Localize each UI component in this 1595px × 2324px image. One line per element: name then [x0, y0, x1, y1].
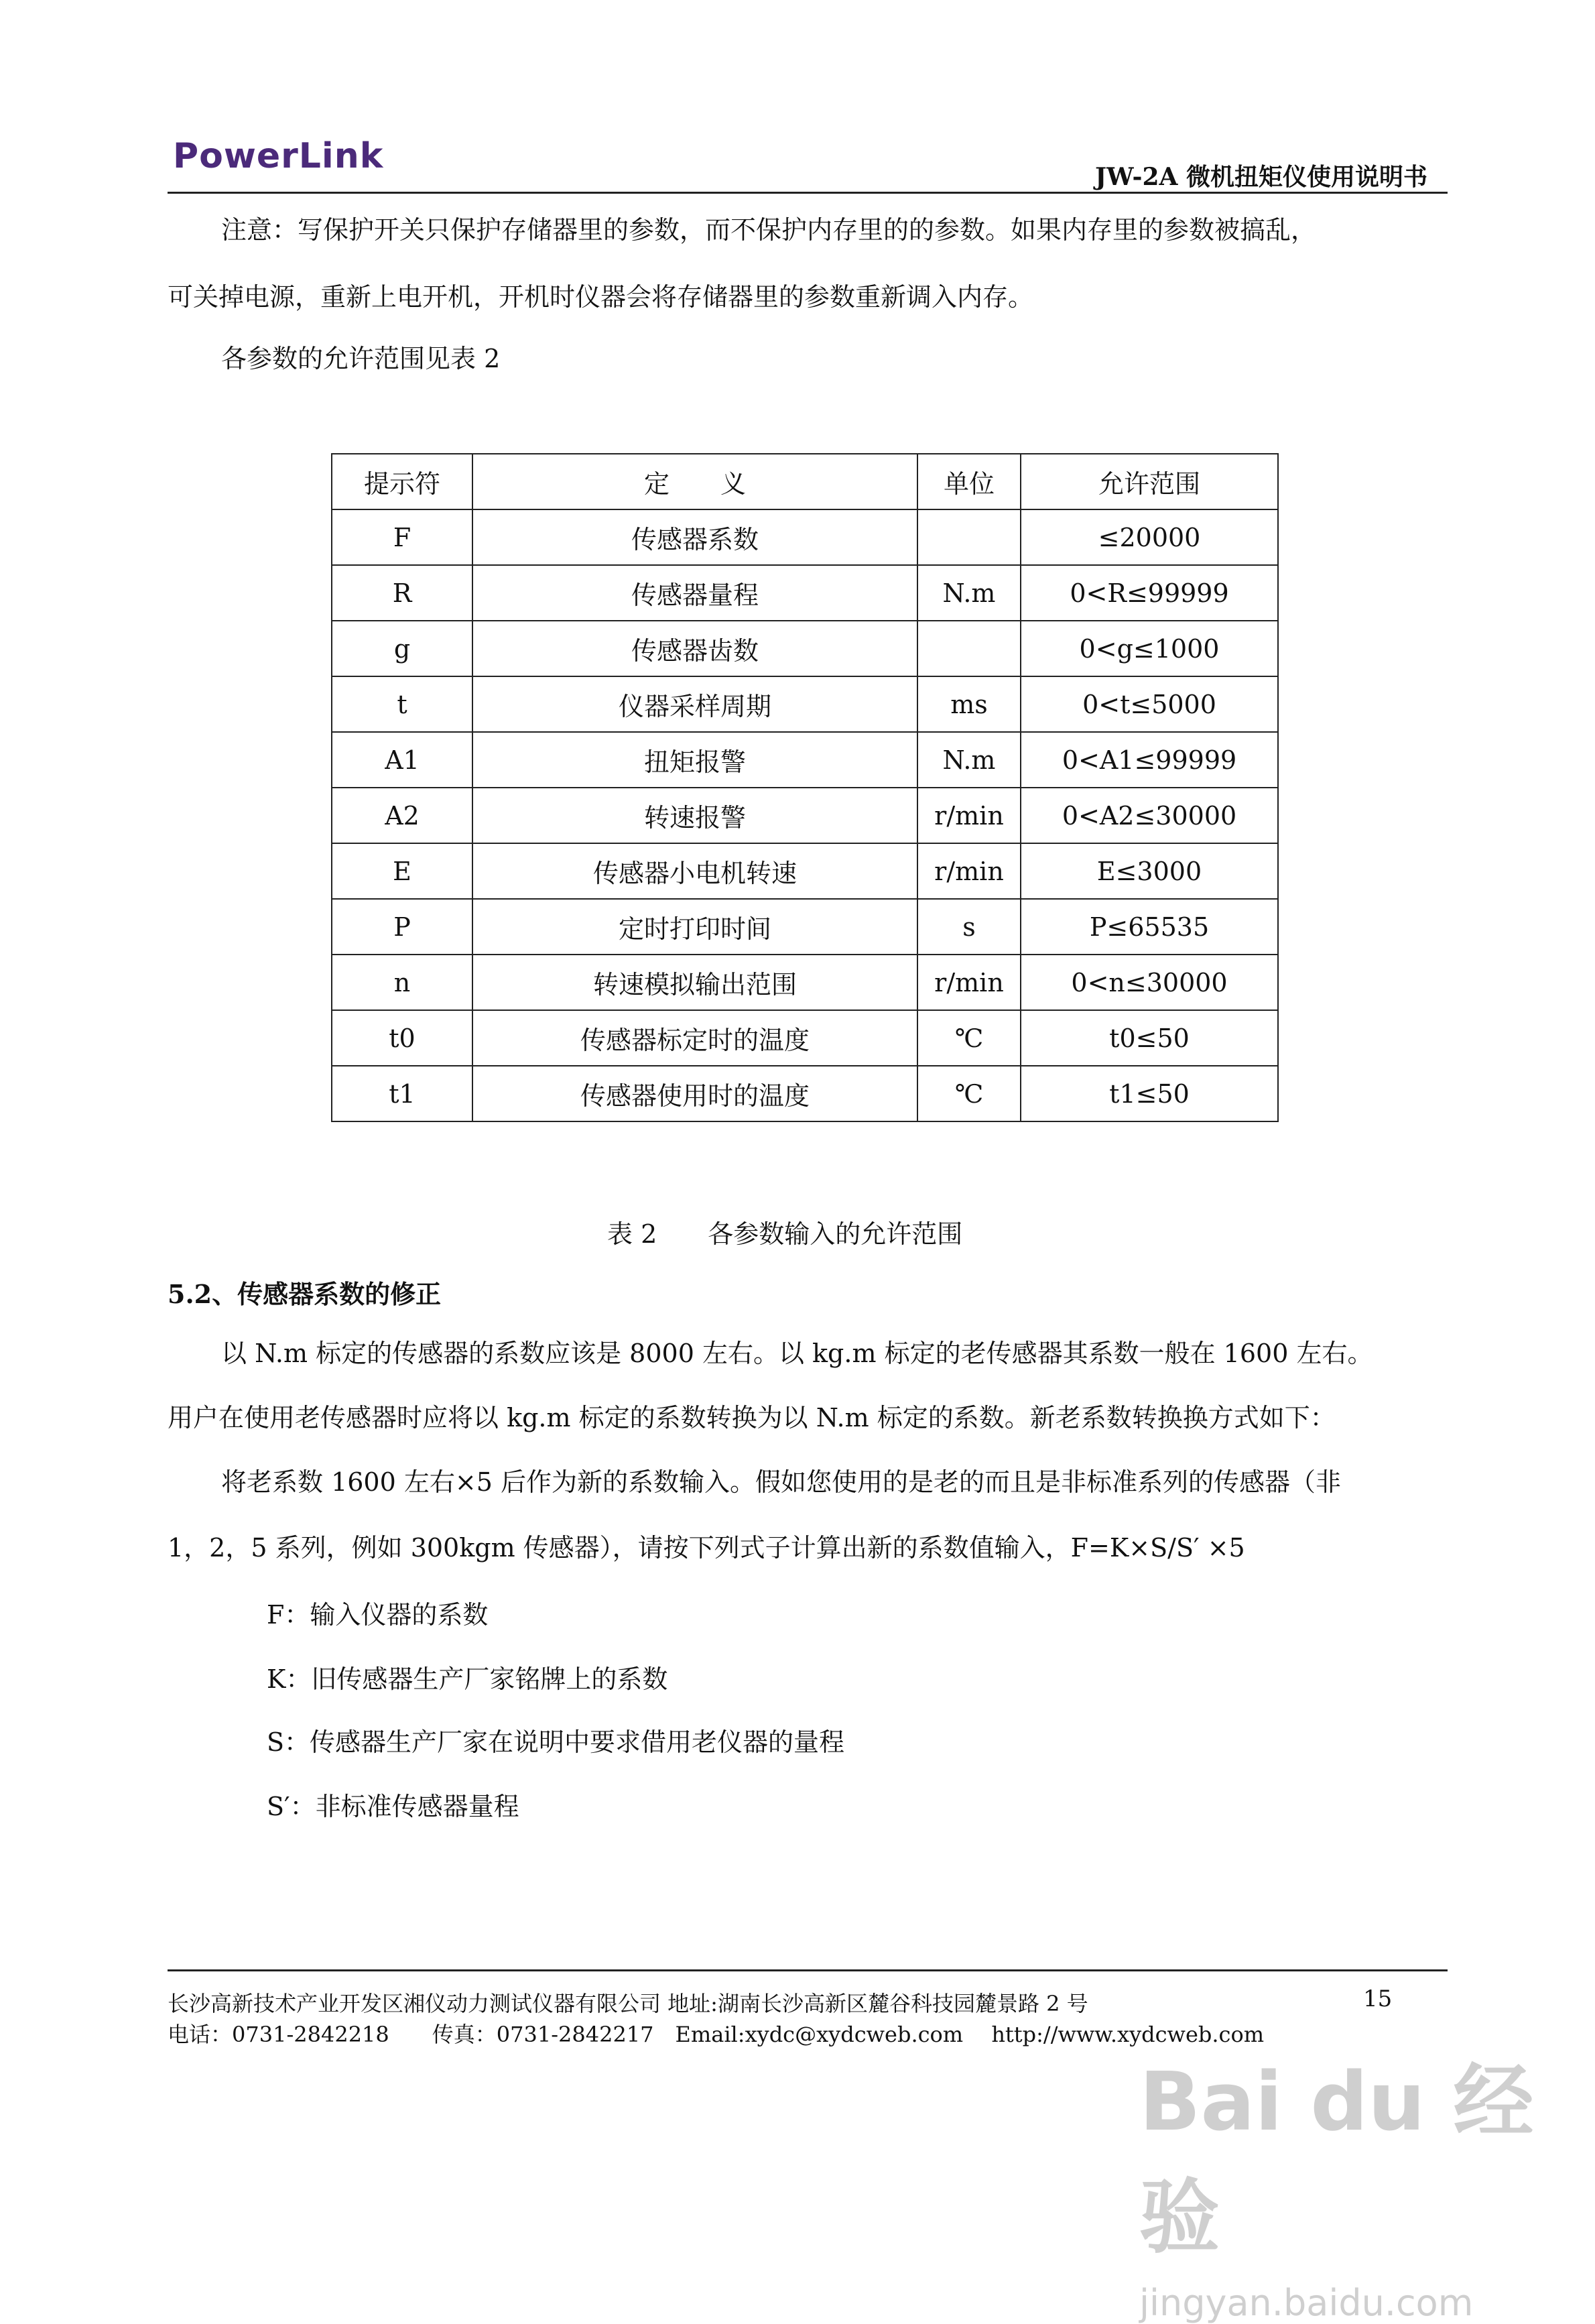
footer-company-address: 长沙高新技术产业开发区湘仪动力测试仪器有限公司 地址:湖南长沙高新区麓谷科技园麓景路 2 号: [168, 1991, 1088, 2016]
section-title: 5.2、传感器系数的修正: [168, 1279, 442, 1309]
cell-range: 0<A1≤99999: [1021, 732, 1278, 788]
cell-unit: [917, 621, 1021, 676]
baidu-watermark: [1139, 2038, 1595, 2324]
table-row: [332, 732, 1278, 788]
cell-range: 0<n≤30000: [1021, 955, 1278, 1010]
cell-range: 0<g≤1000: [1021, 621, 1278, 676]
table-row: [332, 1066, 1278, 1121]
cell-range: 0<A2≤30000: [1021, 788, 1278, 843]
watermark-url: jingyan.baidu.com: [1139, 2282, 1474, 2324]
cell-range: ≤20000: [1021, 509, 1278, 565]
cell-unit: r/min: [917, 955, 1021, 1010]
section-p2-line-1: 将老系数 1600 左右×5 后作为新的系数输入。假如您使用的是老的而且是非标准系列的传感器（非: [221, 1467, 1341, 1497]
table-header-row: [332, 454, 1278, 509]
cell-unit: N.m: [917, 732, 1021, 788]
cell-range: 0<R≤99999: [1021, 565, 1278, 621]
header-prompt: 提示符: [332, 454, 472, 509]
table-row: [332, 1010, 1278, 1066]
page-number: 15: [1363, 1985, 1393, 2012]
cell-prompt: A1: [332, 732, 472, 788]
definition-k: K：旧传感器生产厂家铭牌上的系数: [267, 1664, 668, 1694]
watermark-brand: Bai du 经验: [1139, 2056, 1534, 2264]
header-definition: 定 义: [472, 454, 917, 509]
cell-definition: 传感器系数: [472, 509, 917, 565]
note-line-2: 可关掉电源，重新上电开机，开机时仪器会将存储器里的参数重新调入内存。: [168, 282, 1034, 312]
definition-f: F：输入仪器的系数: [267, 1600, 489, 1630]
cell-unit: r/min: [917, 788, 1021, 843]
cell-prompt: t: [332, 676, 472, 732]
table-row: [332, 955, 1278, 1010]
section-p1-line-1: 以 N.m 标定的传感器的系数应该是 8000 左右。以 kg.m 标定的老传感器其系数一般在 1600 左右。: [221, 1339, 1373, 1368]
cell-unit: N.m: [917, 565, 1021, 621]
definition-s: S：传感器生产厂家在说明中要求借用老仪器的量程: [267, 1727, 845, 1757]
cell-range: E≤3000: [1021, 843, 1278, 899]
cell-prompt: t1: [332, 1066, 472, 1121]
cell-prompt: E: [332, 843, 472, 899]
cell-definition: 扭矩报警: [472, 732, 917, 788]
cell-definition: 传感器齿数: [472, 621, 917, 676]
cell-definition: 传感器标定时的温度: [472, 1010, 917, 1066]
table-row: [332, 676, 1278, 732]
cell-range: t1≤50: [1021, 1066, 1278, 1121]
parameter-range-table: [331, 453, 1279, 1122]
cell-prompt: P: [332, 899, 472, 955]
note-line-1: 注意：写保护开关只保护存储器里的参数，而不保护内存里的的参数。如果内存里的参数被搞乱，: [221, 215, 1317, 245]
cell-unit: ms: [917, 676, 1021, 732]
footer-contacts: 电话：0731-2842218 传真：0731-2842217 Email:xydc@xydcweb.com http://www.xydcweb.com: [168, 2022, 1265, 2047]
powerlink-logo: PowerLink: [173, 136, 384, 176]
header-unit: 单位: [917, 454, 1021, 509]
cell-unit: [917, 509, 1021, 565]
document-title: JW-2A 微机扭矩仪使用说明书: [1095, 163, 1427, 191]
cell-definition: 传感器量程: [472, 565, 917, 621]
cell-unit: s: [917, 899, 1021, 955]
table-caption: 表 2 各参数输入的允许范围: [607, 1219, 963, 1249]
cell-definition: 转速模拟输出范围: [472, 955, 917, 1010]
cell-range: t0≤50: [1021, 1010, 1278, 1066]
table-row: [332, 899, 1278, 955]
definition-s-prime: S′：非标准传感器量程: [267, 1792, 519, 1821]
cell-range: 0<t≤5000: [1021, 676, 1278, 732]
cell-definition: 仪器采样周期: [472, 676, 917, 732]
cell-prompt: F: [332, 509, 472, 565]
section-p1-line-2: 用户在使用老传感器时应将以 kg.m 标定的系数转换为以 N.m 标定的系数。新老系数转换换方式如下：: [168, 1403, 1336, 1432]
cell-definition: 传感器使用时的温度: [472, 1066, 917, 1121]
footer-divider: [168, 1969, 1448, 1971]
cell-prompt: t0: [332, 1010, 472, 1066]
cell-unit: ℃: [917, 1066, 1021, 1121]
cell-definition: 传感器小电机转速: [472, 843, 917, 899]
cell-definition: 定时打印时间: [472, 899, 917, 955]
table-row: [332, 509, 1278, 565]
cell-prompt: g: [332, 621, 472, 676]
cell-prompt: R: [332, 565, 472, 621]
header-range: 允许范围: [1021, 454, 1278, 509]
table-row: [332, 843, 1278, 899]
header-divider: [168, 192, 1448, 194]
cell-definition: 转速报警: [472, 788, 917, 843]
cell-prompt: n: [332, 955, 472, 1010]
range-intro: 各参数的允许范围见表 2: [221, 344, 501, 373]
cell-unit: r/min: [917, 843, 1021, 899]
cell-range: P≤65535: [1021, 899, 1278, 955]
cell-unit: ℃: [917, 1010, 1021, 1066]
table-row: [332, 621, 1278, 676]
table-row: [332, 788, 1278, 843]
cell-prompt: A2: [332, 788, 472, 843]
table-row: [332, 565, 1278, 621]
section-p2-line-2: 1，2，5 系列，例如 300kgm 传感器），请按下列式子计算出新的系数值输入，F=K×S/S′ ×5: [168, 1533, 1245, 1563]
